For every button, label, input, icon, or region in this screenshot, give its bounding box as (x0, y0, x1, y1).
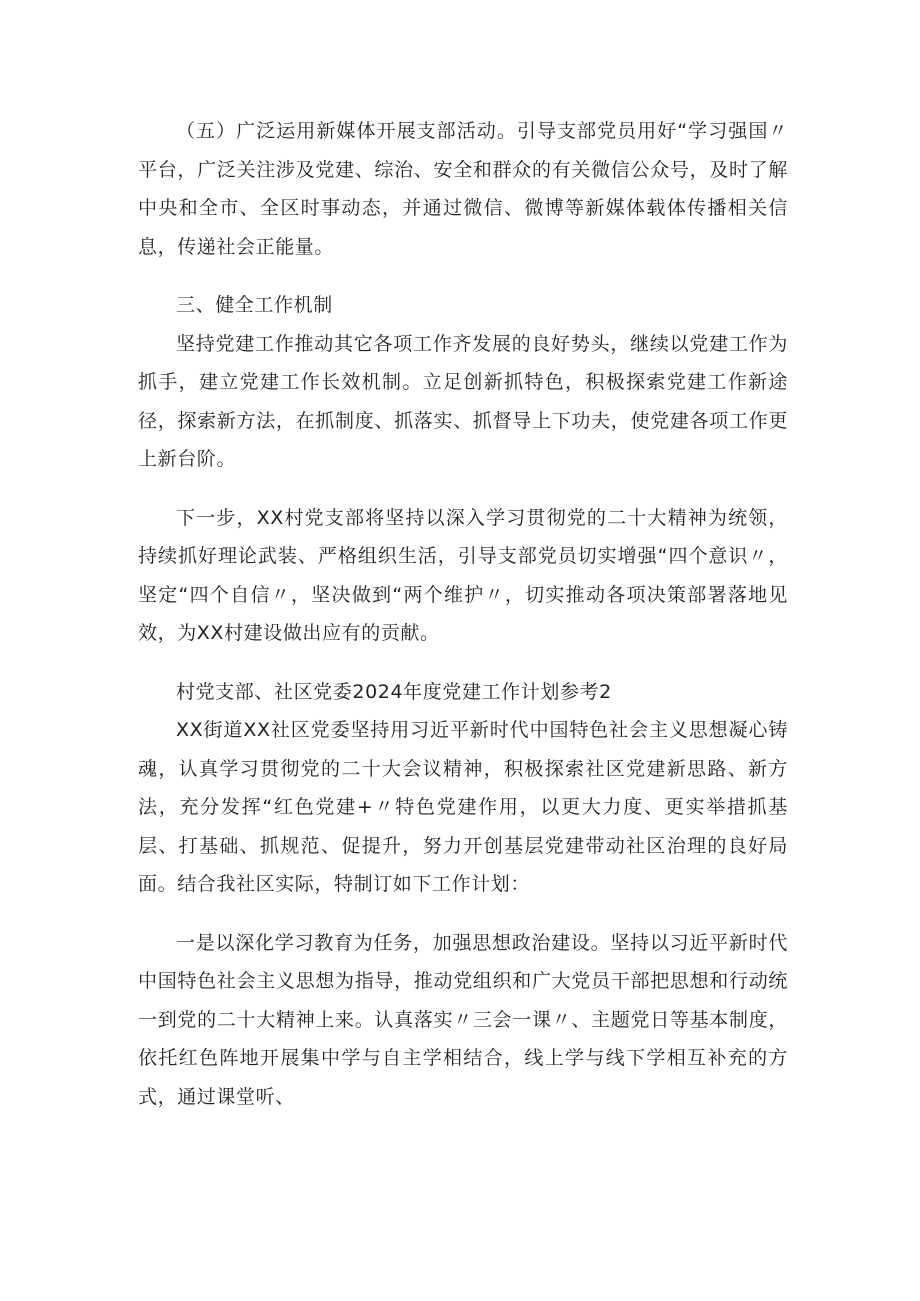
document-body (138, 112, 788, 1116)
section-heading-plan-2: 村党支部、社区党委2024年度党建工作计划参考2 (176, 680, 612, 703)
paragraph-mechanism: 坚持党建工作推动其它各项工作齐发展的良好势头，继续以党建工作为抓手，建立党建工作长效机制。立足创新抓特色，积极探索党建工作新途径，探索新方法，在抓制度、抓落实、抓督导上下功夫，使党建各项工作更上新台阶。 (138, 332, 788, 470)
paragraph-community-intro: XX街道XX社区党委坚持用习近平新时代中国特色社会主义思想凝心铸魂，认真学习贯彻党的二十大会议精神，积极探索社区党建新思路、新方法，充分发挥“红色党建+〃特色党建作用，以更大力度、更实举措抓基层、打基础、抓规范、促提升，努力开创基层党建带动社区治理的良好局面。结合我社区实际，特制订如下工作计划： (138, 719, 788, 895)
paragraph-study-education: 一是以深化学习教育为任务，加强思想政治建设。坚持以习近平新时代中国特色社会主义思想为指导，推动党组织和广大党员干部把思想和行动统一到党的二十大精神上来。认真落实〃三会一课〃、主题党日等基本制度，依托红色阵地开展集中学与自主学相结合，线上学与线下学相互补充的方式，通过课堂听、 (138, 931, 788, 1108)
paragraph-new-media: （五）广泛运用新媒体开展支部活动。引导支部党员用好“学习强国〃平台，广泛关注涉及党建、综治、安全和群众的有关微信公众号，及时了解中央和全市、全区时事动态，并通过微信、微博等新媒体载体传播相关信息，传递社会正能量。 (138, 120, 788, 258)
section-heading-mechanism: 三、健全工作机制 (176, 294, 333, 316)
paragraph-next-step: 下一步，XX村党支部将坚持以深入学习贯彻党的二十大精神为统领，持续抓好理论武装、严格组织生活，引导支部党员切实增强“四个意识〃，坚定“四个自信〃，坚决做到“两个维护〃，切实推动各项决策部署落地见效，为XX村建设做出应有的贡献。 (138, 506, 788, 644)
